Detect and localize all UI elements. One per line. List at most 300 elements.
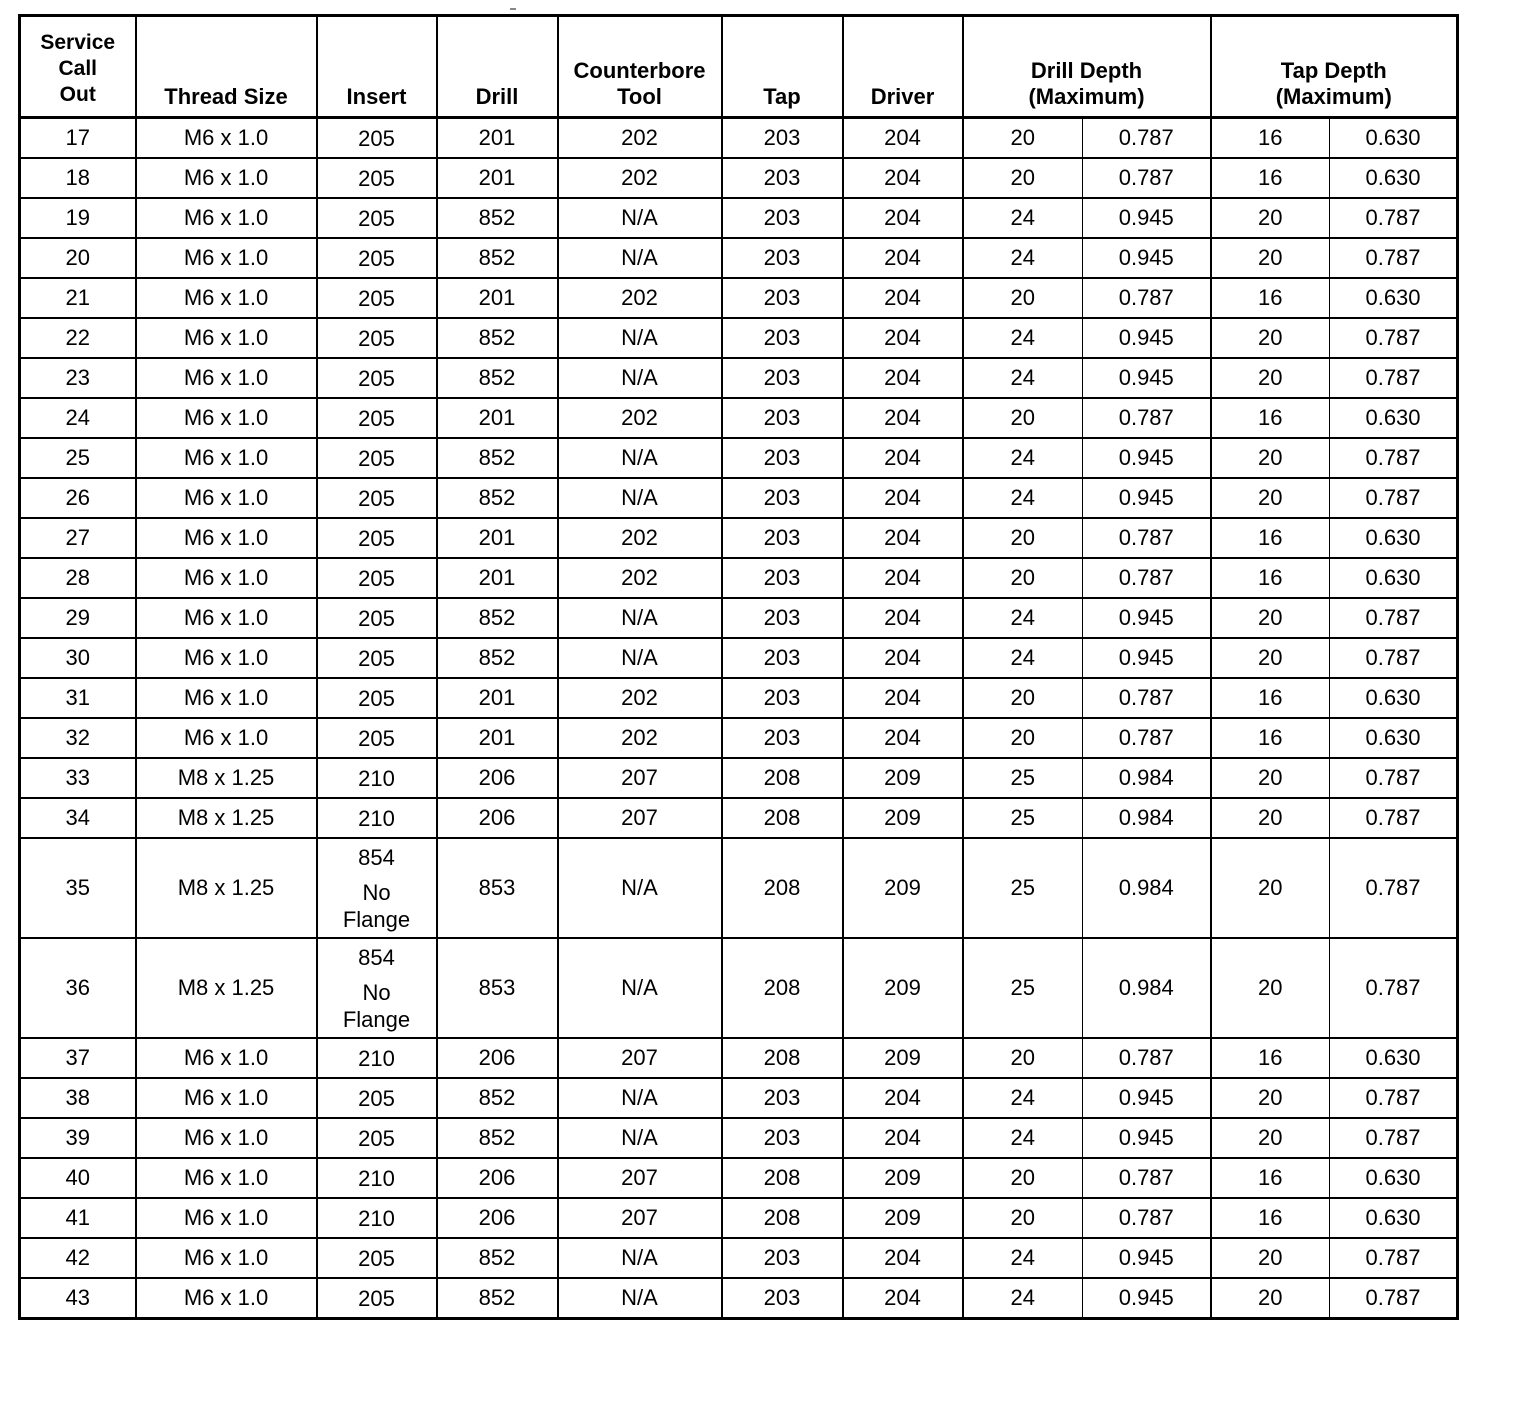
cell-thread-size: M6 x 1.0 <box>136 638 317 678</box>
cell-tap-depth-mm: 16 <box>1211 678 1330 718</box>
cell-drill: 852 <box>437 318 558 358</box>
cell-tap: 208 <box>722 1198 843 1238</box>
cell-tap: 203 <box>722 1238 843 1278</box>
cell-tap-depth-mm: 20 <box>1211 318 1330 358</box>
cell-tap-depth-in: 0.630 <box>1330 158 1458 198</box>
cell-drill: 206 <box>437 1038 558 1078</box>
header-counterbore-line: Counterbore <box>573 58 706 83</box>
cell-drill-depth-in: 0.787 <box>1083 558 1211 598</box>
cell-thread-size: M6 x 1.0 <box>136 678 317 718</box>
cell-drill: 852 <box>437 1238 558 1278</box>
cell-driver: 209 <box>843 798 963 838</box>
cell-drill: 206 <box>437 1158 558 1198</box>
table-row <box>20 198 1458 238</box>
cell-counterbore-tool: N/A <box>558 838 722 938</box>
cell-drill-depth-in: 0.787 <box>1083 718 1211 758</box>
cell-drill-depth-mm: 20 <box>963 158 1083 198</box>
insert-line: 205 <box>358 1245 395 1271</box>
cell-driver: 209 <box>843 1158 963 1198</box>
cell-tap: 203 <box>722 678 843 718</box>
header-drill: Drill <box>437 16 558 118</box>
cell-drill-depth-mm: 20 <box>963 398 1083 438</box>
cell-drill-depth-in: 0.984 <box>1083 838 1211 938</box>
cell-counterbore-tool: 202 <box>558 158 722 198</box>
cell-counterbore-tool: 202 <box>558 398 722 438</box>
insert-line: 210 <box>358 1045 395 1071</box>
table-row <box>20 518 1458 558</box>
cell-service-call-out: 27 <box>20 518 136 558</box>
cell-drill-depth-in: 0.787 <box>1083 1158 1211 1198</box>
cell-counterbore-tool: 202 <box>558 718 722 758</box>
cell-drill: 201 <box>437 118 558 159</box>
cell-thread-size: M6 x 1.0 <box>136 1158 317 1198</box>
cell-tap-depth-in: 0.630 <box>1330 558 1458 598</box>
cell-thread-size: M6 x 1.0 <box>136 278 317 318</box>
table-row <box>20 158 1458 198</box>
cell-service-call-out: 32 <box>20 718 136 758</box>
cell-thread-size: M6 x 1.0 <box>136 598 317 638</box>
cell-tap-depth-in: 0.787 <box>1330 938 1458 1038</box>
cell-tap: 203 <box>722 598 843 638</box>
cell-counterbore-tool: N/A <box>558 1078 722 1118</box>
cell-drill-depth-in: 0.787 <box>1083 158 1211 198</box>
cell-tap: 208 <box>722 938 843 1038</box>
cell-service-call-out: 17 <box>20 118 136 159</box>
header-tap: Tap <box>722 16 843 118</box>
cell-driver: 204 <box>843 1118 963 1158</box>
header-drill-depth <box>963 16 1211 118</box>
table-row <box>20 718 1458 758</box>
insert-line: Flange <box>342 1006 411 1032</box>
insert-line: 205 <box>358 1125 395 1151</box>
cell-drill-depth-mm: 25 <box>963 838 1083 938</box>
cell-insert <box>317 318 437 358</box>
cell-service-call-out: 33 <box>20 758 136 798</box>
insert-line: Flange <box>342 906 411 932</box>
table-row <box>20 478 1458 518</box>
cell-driver: 204 <box>843 558 963 598</box>
cell-counterbore-tool: N/A <box>558 438 722 478</box>
cell-tap-depth-in: 0.630 <box>1330 1158 1458 1198</box>
header-tap-depth-line: Tap Depth <box>1280 58 1387 83</box>
cell-insert <box>317 358 437 398</box>
table-row <box>20 1118 1458 1158</box>
cell-tap: 208 <box>722 758 843 798</box>
cell-drill-depth-in: 0.945 <box>1083 1078 1211 1118</box>
cell-thread-size: M6 x 1.0 <box>136 1278 317 1319</box>
insert-line: 210 <box>358 805 395 831</box>
cell-service-call-out: 24 <box>20 398 136 438</box>
insert-line: 205 <box>358 285 395 311</box>
cell-tap-depth-in: 0.787 <box>1330 358 1458 398</box>
cell-tap: 203 <box>722 1078 843 1118</box>
cell-thread-size: M6 x 1.0 <box>136 158 317 198</box>
cell-tap: 208 <box>722 1158 843 1198</box>
insert-line: 205 <box>358 485 395 511</box>
cell-tap: 203 <box>722 518 843 558</box>
cell-tap-depth-in: 0.787 <box>1330 1278 1458 1319</box>
table-row <box>20 678 1458 718</box>
cell-tap-depth-mm: 20 <box>1211 1078 1330 1118</box>
cell-drill-depth-in: 0.787 <box>1083 518 1211 558</box>
cell-tap: 203 <box>722 718 843 758</box>
cell-tap: 208 <box>722 798 843 838</box>
table-row <box>20 1078 1458 1118</box>
cell-driver: 204 <box>843 1278 963 1319</box>
cell-tap-depth-mm: 20 <box>1211 358 1330 398</box>
cell-drill: 852 <box>437 1278 558 1319</box>
cell-tap-depth-mm: 20 <box>1211 1118 1330 1158</box>
cell-counterbore-tool: N/A <box>558 1118 722 1158</box>
cell-drill-depth-mm: 24 <box>963 478 1083 518</box>
cell-service-call-out: 22 <box>20 318 136 358</box>
cell-driver: 204 <box>843 1238 963 1278</box>
cell-drill-depth-in: 0.787 <box>1083 1038 1211 1078</box>
cell-counterbore-tool: N/A <box>558 638 722 678</box>
header-service-call-out-line: Call <box>58 57 97 80</box>
header-drill-depth-line: Drill Depth <box>1030 58 1143 83</box>
cell-tap-depth-in: 0.630 <box>1330 678 1458 718</box>
cell-tap-depth-in: 0.787 <box>1330 598 1458 638</box>
cell-thread-size: M6 x 1.0 <box>136 478 317 518</box>
insert-line: 205 <box>358 645 395 671</box>
cell-drill-depth-mm: 20 <box>963 718 1083 758</box>
insert-line: 205 <box>358 365 395 391</box>
cell-drill-depth-in: 0.945 <box>1083 598 1211 638</box>
header-insert: Insert <box>317 16 437 118</box>
cell-drill-depth-in: 0.787 <box>1083 278 1211 318</box>
insert-line: 205 <box>358 1085 395 1111</box>
cell-insert <box>317 1118 437 1158</box>
cell-driver: 209 <box>843 1198 963 1238</box>
cell-drill: 852 <box>437 198 558 238</box>
cell-tap: 208 <box>722 1038 843 1078</box>
cell-thread-size: M6 x 1.0 <box>136 438 317 478</box>
insert-line: 210 <box>358 765 395 791</box>
cell-thread-size: M6 x 1.0 <box>136 198 317 238</box>
cell-drill: 852 <box>437 1118 558 1158</box>
cell-drill-depth-mm: 24 <box>963 1278 1083 1319</box>
cell-counterbore-tool: N/A <box>558 1278 722 1319</box>
cell-drill-depth-mm: 24 <box>963 1238 1083 1278</box>
cell-thread-size: M6 x 1.0 <box>136 1118 317 1158</box>
cell-tap: 203 <box>722 158 843 198</box>
cell-tap-depth-in: 0.787 <box>1330 438 1458 478</box>
cell-tap-depth-in: 0.787 <box>1330 238 1458 278</box>
cell-tap-depth-mm: 20 <box>1211 638 1330 678</box>
cell-tap-depth-mm: 16 <box>1211 518 1330 558</box>
cell-tap: 208 <box>722 838 843 938</box>
cell-tap-depth-mm: 20 <box>1211 758 1330 798</box>
table-row <box>20 558 1458 598</box>
cell-tap: 203 <box>722 198 843 238</box>
cell-insert <box>317 518 437 558</box>
cell-drill-depth-mm: 24 <box>963 638 1083 678</box>
cell-drill-depth-in: 0.945 <box>1083 318 1211 358</box>
table-row <box>20 1198 1458 1238</box>
cell-service-call-out: 37 <box>20 1038 136 1078</box>
cell-tap: 203 <box>722 118 843 159</box>
cell-insert <box>317 438 437 478</box>
cell-drill: 852 <box>437 478 558 518</box>
cell-tap-depth-mm: 16 <box>1211 718 1330 758</box>
cell-thread-size: M6 x 1.0 <box>136 558 317 598</box>
cell-service-call-out: 36 <box>20 938 136 1038</box>
table-row <box>20 1278 1458 1319</box>
cell-counterbore-tool: 202 <box>558 678 722 718</box>
cell-counterbore-tool: 207 <box>558 1038 722 1078</box>
cell-insert <box>317 798 437 838</box>
cell-service-call-out: 40 <box>20 1158 136 1198</box>
cell-service-call-out: 42 <box>20 1238 136 1278</box>
cell-tap-depth-mm: 16 <box>1211 278 1330 318</box>
cell-drill: 201 <box>437 718 558 758</box>
cell-service-call-out: 29 <box>20 598 136 638</box>
cell-drill-depth-in: 0.787 <box>1083 398 1211 438</box>
insert-line: 205 <box>358 445 395 471</box>
cell-insert <box>317 1198 437 1238</box>
cell-driver: 204 <box>843 398 963 438</box>
header-counterbore-tool <box>558 16 722 118</box>
cell-tap-depth-in: 0.787 <box>1330 1078 1458 1118</box>
insert-line: 854 <box>358 944 395 970</box>
cell-insert <box>317 638 437 678</box>
cell-tap-depth-mm: 16 <box>1211 558 1330 598</box>
cell-service-call-out: 34 <box>20 798 136 838</box>
insert-line: 205 <box>358 525 395 551</box>
cell-drill-depth-in: 0.787 <box>1083 118 1211 159</box>
cell-drill: 206 <box>437 798 558 838</box>
cell-insert <box>317 558 437 598</box>
cell-drill-depth-mm: 25 <box>963 938 1083 1038</box>
cell-driver: 209 <box>843 938 963 1038</box>
cell-service-call-out: 30 <box>20 638 136 678</box>
cell-drill-depth-in: 0.945 <box>1083 358 1211 398</box>
cell-drill-depth-mm: 24 <box>963 358 1083 398</box>
cell-thread-size: M6 x 1.0 <box>136 718 317 758</box>
cell-driver: 209 <box>843 1038 963 1078</box>
cell-tap-depth-in: 0.787 <box>1330 1238 1458 1278</box>
cell-insert <box>317 478 437 518</box>
cell-tap: 203 <box>722 398 843 438</box>
cell-drill: 853 <box>437 938 558 1038</box>
cell-driver: 204 <box>843 678 963 718</box>
cell-thread-size: M8 x 1.25 <box>136 758 317 798</box>
cell-drill-depth-mm: 24 <box>963 598 1083 638</box>
cell-driver: 204 <box>843 198 963 238</box>
insert-line: 205 <box>358 605 395 631</box>
cell-service-call-out: 23 <box>20 358 136 398</box>
cell-drill: 206 <box>437 1198 558 1238</box>
cell-tap-depth-in: 0.630 <box>1330 118 1458 159</box>
cell-driver: 209 <box>843 758 963 798</box>
cell-tap-depth-mm: 16 <box>1211 1038 1330 1078</box>
cell-service-call-out: 21 <box>20 278 136 318</box>
cell-thread-size: M6 x 1.0 <box>136 1238 317 1278</box>
cell-insert <box>317 398 437 438</box>
cell-driver: 204 <box>843 118 963 159</box>
cell-tap: 203 <box>722 638 843 678</box>
table-row <box>20 318 1458 358</box>
cell-tap-depth-in: 0.630 <box>1330 1198 1458 1238</box>
cell-counterbore-tool: 207 <box>558 1158 722 1198</box>
cell-tap: 203 <box>722 358 843 398</box>
cell-driver: 209 <box>843 838 963 938</box>
table-row <box>20 1038 1458 1078</box>
cell-tap-depth-mm: 20 <box>1211 1278 1330 1319</box>
cell-tap-depth-mm: 16 <box>1211 158 1330 198</box>
cell-tap-depth-in: 0.787 <box>1330 198 1458 238</box>
cell-service-call-out: 38 <box>20 1078 136 1118</box>
cell-driver: 204 <box>843 598 963 638</box>
cell-drill-depth-in: 0.787 <box>1083 1198 1211 1238</box>
cell-drill: 852 <box>437 638 558 678</box>
cell-drill-depth-in: 0.945 <box>1083 1118 1211 1158</box>
cell-drill: 206 <box>437 758 558 798</box>
table-row <box>20 358 1458 398</box>
cell-drill-depth-mm: 24 <box>963 238 1083 278</box>
cell-thread-size: M8 x 1.25 <box>136 798 317 838</box>
cell-drill: 852 <box>437 438 558 478</box>
cell-driver: 204 <box>843 278 963 318</box>
cell-counterbore-tool: N/A <box>558 318 722 358</box>
header-tap-depth-line: (Maximum) <box>1275 84 1392 109</box>
table-row <box>20 118 1458 159</box>
insert-line: 205 <box>358 245 395 271</box>
cell-insert <box>317 938 437 1038</box>
cell-driver: 204 <box>843 1078 963 1118</box>
cell-service-call-out: 20 <box>20 238 136 278</box>
cell-tap: 203 <box>722 438 843 478</box>
table-row <box>20 1158 1458 1198</box>
cell-drill-depth-mm: 20 <box>963 1198 1083 1238</box>
cell-drill-depth-mm: 20 <box>963 558 1083 598</box>
insert-line: No <box>362 879 391 905</box>
table-row <box>20 798 1458 838</box>
cell-drill-depth-mm: 24 <box>963 198 1083 238</box>
cell-tap: 203 <box>722 478 843 518</box>
cell-tap-depth-in: 0.787 <box>1330 638 1458 678</box>
cell-counterbore-tool: 207 <box>558 1198 722 1238</box>
cell-driver: 204 <box>843 478 963 518</box>
insert-line: 205 <box>358 205 395 231</box>
cell-drill: 201 <box>437 158 558 198</box>
cell-drill-depth-in: 0.945 <box>1083 238 1211 278</box>
cell-tap-depth-mm: 20 <box>1211 598 1330 638</box>
cell-insert <box>317 158 437 198</box>
cell-counterbore-tool: 202 <box>558 278 722 318</box>
cell-driver: 204 <box>843 238 963 278</box>
cell-counterbore-tool: N/A <box>558 478 722 518</box>
cell-thread-size: M8 x 1.25 <box>136 938 317 1038</box>
cell-insert <box>317 118 437 159</box>
cell-service-call-out: 35 <box>20 838 136 938</box>
cell-counterbore-tool: N/A <box>558 238 722 278</box>
cell-tap: 203 <box>722 318 843 358</box>
cell-insert <box>317 758 437 798</box>
cell-tap-depth-mm: 20 <box>1211 938 1330 1038</box>
cell-counterbore-tool: 202 <box>558 518 722 558</box>
insert-line: 205 <box>358 1285 395 1311</box>
cell-tap-depth-in: 0.787 <box>1330 838 1458 938</box>
cell-service-call-out: 19 <box>20 198 136 238</box>
cell-tap-depth-in: 0.630 <box>1330 278 1458 318</box>
cell-drill: 852 <box>437 598 558 638</box>
table-header <box>20 16 1458 118</box>
cell-thread-size: M6 x 1.0 <box>136 358 317 398</box>
cell-insert <box>317 1078 437 1118</box>
table-row <box>20 638 1458 678</box>
cell-drill-depth-in: 0.945 <box>1083 198 1211 238</box>
cell-drill-depth-mm: 24 <box>963 1078 1083 1118</box>
cell-service-call-out: 18 <box>20 158 136 198</box>
header-tap-depth <box>1211 16 1458 118</box>
cell-service-call-out: 39 <box>20 1118 136 1158</box>
cell-counterbore-tool: 202 <box>558 118 722 159</box>
cell-driver: 204 <box>843 638 963 678</box>
cell-tap: 203 <box>722 558 843 598</box>
table-row <box>20 758 1458 798</box>
table-row <box>20 238 1458 278</box>
cell-drill-depth-mm: 25 <box>963 758 1083 798</box>
cell-drill-depth-mm: 20 <box>963 518 1083 558</box>
insert-line: 205 <box>358 165 395 191</box>
insert-line: 205 <box>358 685 395 711</box>
cell-insert <box>317 678 437 718</box>
cell-counterbore-tool: N/A <box>558 938 722 1038</box>
insert-line: 205 <box>358 565 395 591</box>
cell-drill: 852 <box>437 238 558 278</box>
cell-tap-depth-in: 0.787 <box>1330 478 1458 518</box>
cell-drill-depth-mm: 20 <box>963 1158 1083 1198</box>
cell-tap-depth-in: 0.787 <box>1330 798 1458 838</box>
cell-drill: 852 <box>437 1078 558 1118</box>
cell-counterbore-tool: 207 <box>558 758 722 798</box>
cell-drill-depth-mm: 20 <box>963 278 1083 318</box>
table-row <box>20 438 1458 478</box>
cell-service-call-out: 41 <box>20 1198 136 1238</box>
cell-driver: 204 <box>843 318 963 358</box>
cell-drill-depth-in: 0.945 <box>1083 478 1211 518</box>
cell-drill: 853 <box>437 838 558 938</box>
cell-thread-size: M6 x 1.0 <box>136 1038 317 1078</box>
cell-drill-depth-in: 0.787 <box>1083 678 1211 718</box>
cell-drill-depth-mm: 24 <box>963 438 1083 478</box>
cell-tap-depth-mm: 20 <box>1211 798 1330 838</box>
cell-tap-depth-mm: 20 <box>1211 198 1330 238</box>
cell-insert <box>317 238 437 278</box>
cell-drill-depth-in: 0.984 <box>1083 758 1211 798</box>
cell-tap-depth-mm: 16 <box>1211 118 1330 159</box>
insert-line: 205 <box>358 725 395 751</box>
cell-tap: 203 <box>722 278 843 318</box>
insert-line: 205 <box>358 325 395 351</box>
table-row <box>20 398 1458 438</box>
header-counterbore-line: Tool <box>617 84 662 109</box>
header-service-call-out-line: Service <box>40 31 116 54</box>
cell-drill-depth-mm: 24 <box>963 1118 1083 1158</box>
cell-drill: 201 <box>437 558 558 598</box>
cell-service-call-out: 43 <box>20 1278 136 1319</box>
insert-line: 854 <box>358 844 395 870</box>
cell-tap-depth-mm: 20 <box>1211 478 1330 518</box>
table-row <box>20 938 1458 1038</box>
cell-drill-depth-mm: 20 <box>963 1038 1083 1078</box>
cell-tap-depth-in: 0.787 <box>1330 758 1458 798</box>
cell-thread-size: M6 x 1.0 <box>136 1078 317 1118</box>
cell-counterbore-tool: 207 <box>558 798 722 838</box>
cell-driver: 204 <box>843 158 963 198</box>
